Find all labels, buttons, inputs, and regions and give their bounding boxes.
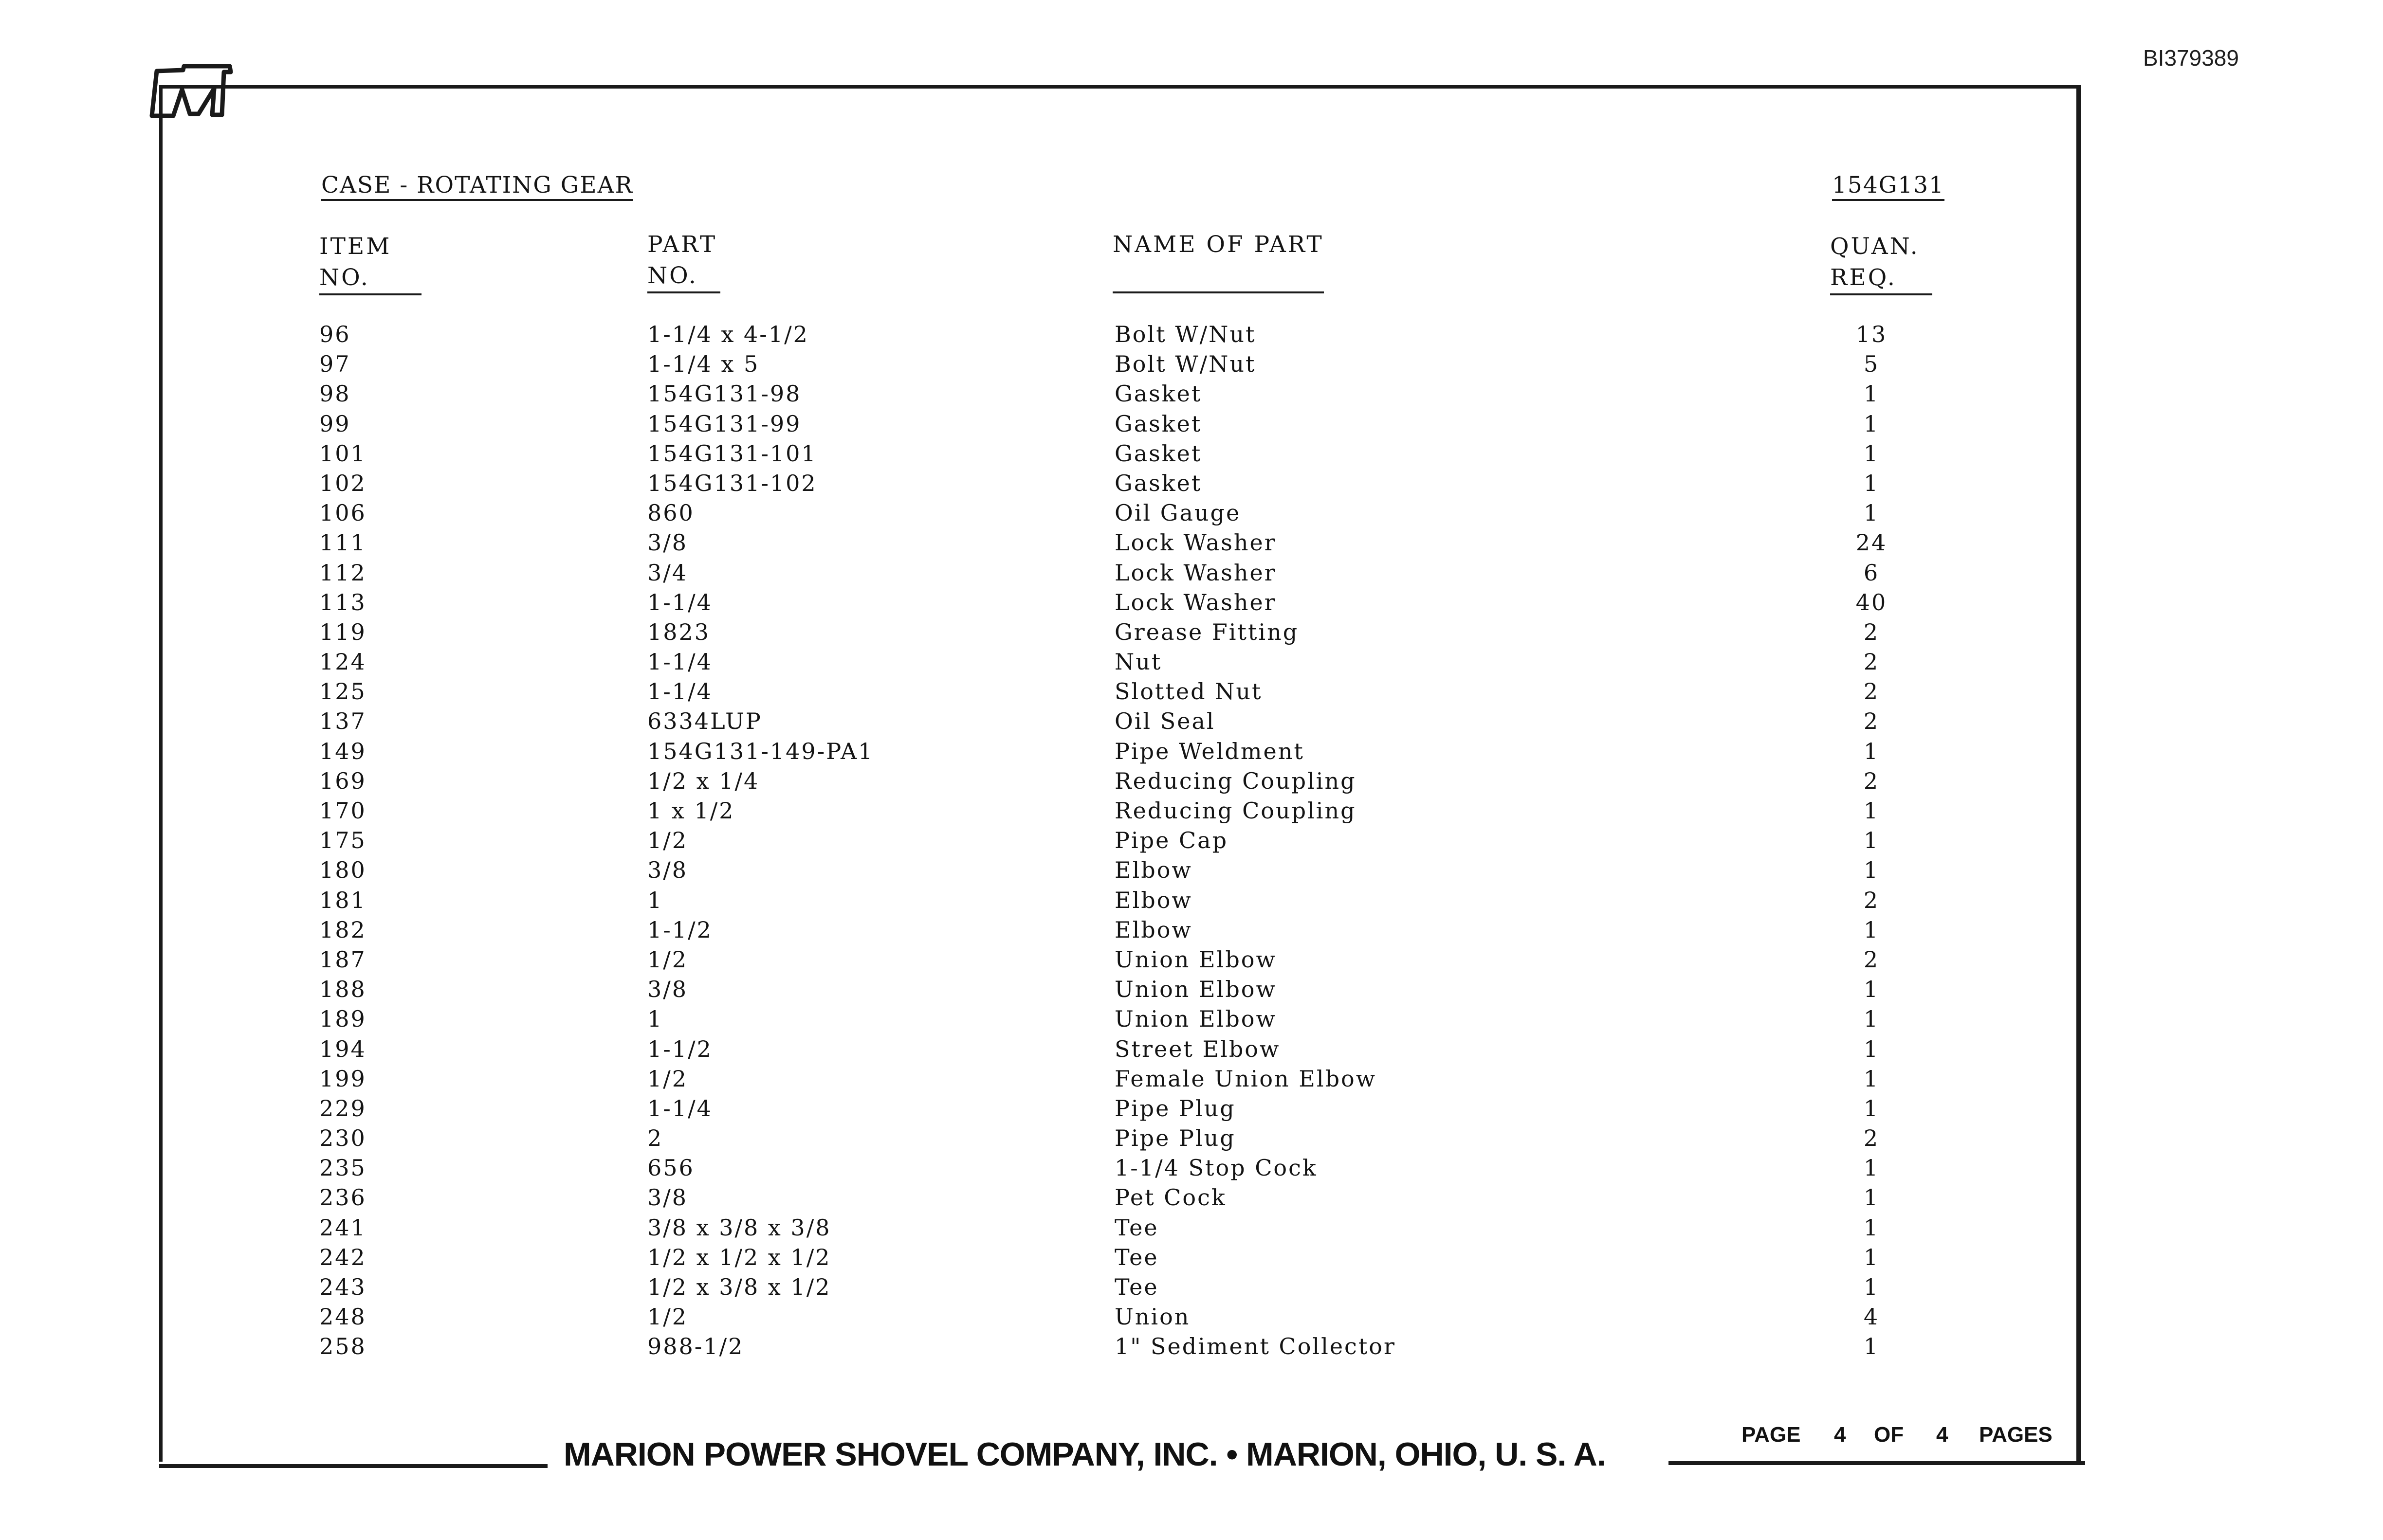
table-row [0, 768, 2383, 797]
item-number-cell: 242 [319, 1244, 367, 1270]
table-row [0, 440, 2383, 470]
part-number-cell: 1/2 x 1/2 x 1/2 [647, 1244, 831, 1270]
item-number-cell: 97 [319, 351, 351, 378]
part-name-cell: Gasket [1115, 410, 1202, 437]
quantity-cell: 2 [1863, 1125, 1880, 1152]
quantity-cell: 1 [1863, 470, 1880, 496]
item-number-cell: 112 [319, 559, 367, 586]
part-number-cell: 1-1/2 [647, 1035, 713, 1062]
quantity-cell: 1 [1863, 410, 1880, 437]
table-row [0, 649, 2383, 678]
item-number-cell: 102 [319, 470, 367, 496]
item-number-cell: 111 [319, 529, 367, 556]
item-number-cell: 113 [319, 589, 367, 616]
part-name-cell: Lock Washer [1115, 529, 1277, 556]
part-name-cell: Oil Gauge [1115, 500, 1241, 526]
item-number-cell: 96 [319, 321, 351, 347]
table-row [0, 1155, 2383, 1184]
quantity-cell: 40 [1855, 589, 1888, 616]
item-number-cell: 194 [319, 1035, 367, 1062]
part-name-cell: Female Union Elbow [1115, 1065, 1377, 1092]
quantity-cell: 2 [1863, 946, 1880, 973]
quantity-cell: 1 [1863, 1244, 1880, 1270]
quantity-cell: 1 [1863, 976, 1880, 1003]
part-number-cell: 1-1/4 [647, 1095, 713, 1122]
drawing-number: 154G131 [1832, 173, 1944, 201]
quantity-cell: 1 [1863, 1333, 1880, 1360]
item-number-cell: 187 [319, 946, 367, 973]
part-number-cell: 1-1/4 [647, 589, 713, 616]
part-number-cell: 1/2 [647, 1304, 688, 1330]
quantity-cell: 2 [1863, 767, 1880, 794]
table-row [0, 411, 2383, 440]
item-number-cell: 180 [319, 857, 367, 884]
table-row [0, 946, 2383, 976]
table-row [0, 797, 2383, 827]
total-pages: 4 [1936, 1423, 1948, 1447]
part-name-cell: Pipe Plug [1115, 1125, 1236, 1152]
quantity-cell: 2 [1863, 649, 1880, 675]
item-number-cell: 188 [319, 976, 367, 1003]
quantity-cell: 1 [1863, 1006, 1880, 1033]
table-row [0, 678, 2383, 708]
part-number-cell: 1/2 [647, 1065, 688, 1092]
part-name-cell: Pet Cock [1115, 1184, 1227, 1211]
part-number-cell: 154G131-149-PA1 [647, 738, 874, 764]
quantity-cell: 1 [1863, 1214, 1880, 1241]
item-number-cell: 169 [319, 767, 367, 794]
part-name-cell: Elbow [1115, 887, 1192, 913]
table-row [0, 738, 2383, 768]
part-number-cell: 1-1/4 [647, 678, 713, 705]
table-row [0, 1125, 2383, 1155]
table-row [0, 1036, 2383, 1066]
part-number-cell: 1 x 1/2 [647, 797, 735, 824]
item-number-cell: 119 [319, 618, 367, 645]
quantity-cell: 1 [1863, 738, 1880, 764]
part-name-cell: Street Elbow [1115, 1035, 1281, 1062]
item-number-cell: 248 [319, 1304, 367, 1330]
table-row [0, 529, 2383, 559]
part-number-cell: 1823 [647, 618, 711, 645]
quantity-cell: 1 [1863, 1155, 1880, 1181]
part-name-cell: Pipe Cap [1115, 827, 1228, 854]
item-number-cell: 182 [319, 916, 367, 943]
item-number-cell: 241 [319, 1214, 367, 1241]
quantity-cell: 1 [1863, 1274, 1880, 1300]
item-no-header: ITEM NO. [319, 231, 422, 295]
part-number-cell: 1-1/2 [647, 916, 713, 943]
table-row [0, 619, 2383, 649]
item-number-cell: 149 [319, 738, 367, 764]
item-number-cell: 98 [319, 380, 351, 407]
item-number-cell: 124 [319, 649, 367, 675]
table-row [0, 380, 2383, 410]
item-number-cell: 181 [319, 887, 367, 913]
part-name-cell: Tee [1115, 1214, 1159, 1241]
quantity-cell: 2 [1863, 678, 1880, 705]
part-name-cell: Oil Seal [1115, 708, 1215, 735]
quantity-cell: 1 [1863, 380, 1880, 407]
part-name-cell: Lock Washer [1115, 559, 1277, 586]
part-name-cell: Lock Washer [1115, 589, 1277, 616]
item-number-cell: 170 [319, 797, 367, 824]
table-row [0, 1066, 2383, 1095]
item-number-cell: 199 [319, 1065, 367, 1092]
part-number-cell: 656 [647, 1155, 695, 1181]
part-number-cell: 154G131-99 [647, 410, 802, 437]
table-row [0, 500, 2383, 529]
quantity-cell: 1 [1863, 857, 1880, 884]
table-row [0, 1333, 2383, 1363]
part-name-cell: Reducing Coupling [1115, 797, 1356, 824]
table-row [0, 1184, 2383, 1214]
part-name-cell: Elbow [1115, 916, 1192, 943]
quantity-cell: 2 [1863, 708, 1880, 735]
parts-table [0, 321, 2383, 1363]
table-row [0, 1244, 2383, 1274]
item-number-cell: 258 [319, 1333, 367, 1360]
quantity-cell: 4 [1863, 1304, 1880, 1330]
part-number-cell: 3/8 x 3/8 x 3/8 [647, 1214, 831, 1241]
part-name-cell: 1-1/4 Stop Cock [1115, 1155, 1318, 1181]
table-row [0, 589, 2383, 619]
table-row [0, 917, 2383, 946]
item-number-cell: 235 [319, 1155, 367, 1181]
part-number-cell: 1/2 x 1/4 [647, 767, 760, 794]
page-number: 4 [1834, 1423, 1846, 1447]
part-name-cell: Gasket [1115, 380, 1202, 407]
table-row [0, 321, 2383, 351]
quantity-cell: 1 [1863, 827, 1880, 854]
part-name-cell: Pipe Plug [1115, 1095, 1236, 1122]
part-number-cell: 1-1/4 x 4-1/2 [647, 321, 809, 347]
quantity-cell: 1 [1863, 1065, 1880, 1092]
table-row [0, 470, 2383, 500]
table-row [0, 1274, 2383, 1304]
part-number-cell: 3/8 [647, 976, 688, 1003]
table-row [0, 708, 2383, 738]
part-name-cell: Union Elbow [1115, 946, 1277, 973]
item-number-cell: 236 [319, 1184, 367, 1211]
quantity-cell: 1 [1863, 797, 1880, 824]
part-name-cell: Union Elbow [1115, 976, 1277, 1003]
part-number-cell: 1 [647, 1006, 663, 1033]
quantity-cell: 13 [1855, 321, 1888, 347]
part-name-cell: Tee [1115, 1244, 1159, 1270]
item-number-cell: 106 [319, 500, 367, 526]
table-row [0, 1214, 2383, 1244]
part-name-cell: Nut [1115, 649, 1162, 675]
part-number-cell: 154G131-102 [647, 470, 817, 496]
quantity-cell: 2 [1863, 887, 1880, 913]
quantity-cell: 2 [1863, 618, 1880, 645]
part-number-cell: 3/4 [647, 559, 688, 586]
part-number-cell: 3/8 [647, 1184, 688, 1211]
part-number-cell: 1-1/4 x 5 [647, 351, 760, 378]
table-row [0, 1304, 2383, 1333]
part-name-cell: Slotted Nut [1115, 678, 1263, 705]
part-number-cell: 988-1/2 [647, 1333, 744, 1360]
part-number-cell: 6334LUP [647, 708, 762, 735]
quantity-cell: 1 [1863, 440, 1880, 467]
item-number-cell: 137 [319, 708, 367, 735]
table-row [0, 887, 2383, 917]
part-number-cell: 1/2 [647, 827, 688, 854]
part-name-cell: Union Elbow [1115, 1006, 1277, 1033]
item-number-cell: 229 [319, 1095, 367, 1122]
part-number-cell: 1/2 x 3/8 x 1/2 [647, 1274, 831, 1300]
part-name-cell: Grease Fitting [1115, 618, 1299, 645]
part-number-cell: 3/8 [647, 857, 688, 884]
item-number-cell: 230 [319, 1125, 367, 1152]
name-of-part-header: NAME OF PART [1113, 229, 1324, 293]
quantity-cell: 1 [1863, 500, 1880, 526]
company-footer: MARION POWER SHOVEL COMPANY, INC. • MARION, OHIO, U. S. A. [564, 1436, 1606, 1473]
bottom-rule-right [1668, 1461, 2085, 1465]
part-no-header: PART NO. [647, 229, 720, 293]
table-row [0, 857, 2383, 887]
part-number-cell: 154G131-98 [647, 380, 802, 407]
quantity-cell: 1 [1863, 1095, 1880, 1122]
part-name-cell: Gasket [1115, 440, 1202, 467]
quantity-header: QUAN. REQ. [1830, 231, 1932, 295]
part-name-cell: Bolt W/Nut [1115, 351, 1256, 378]
document-id: BI379389 [2143, 45, 2239, 71]
item-number-cell: 125 [319, 678, 367, 705]
item-number-cell: 243 [319, 1274, 367, 1300]
parts-list-title: CASE - ROTATING GEAR [321, 173, 633, 201]
pages-label: PAGES [1979, 1423, 2053, 1447]
part-name-cell: Bolt W/Nut [1115, 321, 1256, 347]
part-number-cell: 154G131-101 [647, 440, 817, 467]
quantity-cell: 5 [1863, 351, 1880, 378]
part-number-cell: 1-1/4 [647, 649, 713, 675]
table-row [0, 1095, 2383, 1125]
of-label: OF [1874, 1423, 1904, 1447]
part-name-cell: Tee [1115, 1274, 1159, 1300]
part-number-cell: 860 [647, 500, 695, 526]
item-number-cell: 99 [319, 410, 351, 437]
quantity-cell: 1 [1863, 916, 1880, 943]
item-number-cell: 101 [319, 440, 367, 467]
table-row [0, 827, 2383, 857]
part-number-cell: 1 [647, 887, 663, 913]
part-name-cell: Union [1115, 1304, 1191, 1330]
bottom-rule-left [159, 1464, 548, 1468]
part-name-cell: Reducing Coupling [1115, 767, 1356, 794]
part-name-cell: Gasket [1115, 470, 1202, 496]
part-number-cell: 3/8 [647, 529, 688, 556]
item-number-cell: 189 [319, 1006, 367, 1033]
table-row [0, 560, 2383, 589]
quantity-cell: 1 [1863, 1184, 1880, 1211]
part-name-cell: Elbow [1115, 857, 1192, 884]
quantity-cell: 6 [1863, 559, 1880, 586]
table-row [0, 351, 2383, 380]
quantity-cell: 1 [1863, 1035, 1880, 1062]
quantity-cell: 24 [1855, 529, 1888, 556]
item-number-cell: 175 [319, 827, 367, 854]
part-number-cell: 1/2 [647, 946, 688, 973]
page-label: PAGE [1741, 1423, 1801, 1447]
part-name-cell: Pipe Weldment [1115, 738, 1304, 764]
part-number-cell: 2 [647, 1125, 663, 1152]
table-row [0, 976, 2383, 1006]
table-row [0, 1006, 2383, 1035]
part-name-cell: 1" Sediment Collector [1115, 1333, 1396, 1360]
